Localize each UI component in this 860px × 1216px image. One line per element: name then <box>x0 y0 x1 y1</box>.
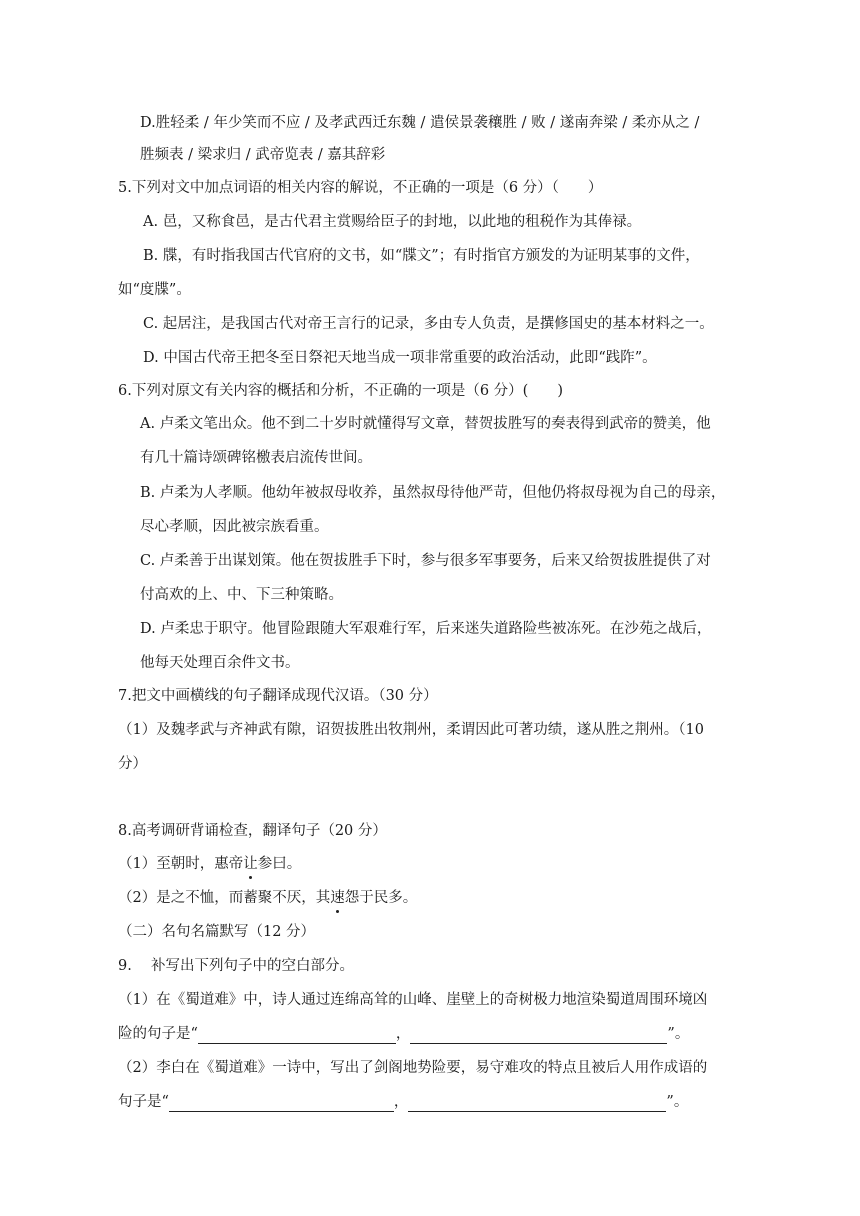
question-8-sentence-1 <box>118 854 301 874</box>
question-9-stem: 9. 补写出下列句子中的空白部分。 <box>118 958 354 974</box>
q8-1-suffix: 参曰。 <box>257 856 302 872</box>
q4-option-d-line2: 胜频表 / 梁求归 / 武帝览表 / 嘉其辞彩 <box>140 147 386 163</box>
question-5-option-c: C. 起居注，是我国古代对帝王言行的记录，多由专人负责，是撰修国史的基本材料之一。 <box>143 316 714 332</box>
question-6-option-b-line2: 尽心孝顺，因此被宗族看重。 <box>140 519 329 535</box>
question-6-option-d-line1: D. 卢柔忠于职守。他冒险跟随大军艰难行军，后来迷失道路险些被冻死。在沙苑之战后， <box>140 621 712 637</box>
q9-1-prefix: 险的句子是“ <box>118 1026 198 1042</box>
emphasis-dot-char: 速 <box>330 890 345 906</box>
q9-2-prefix: 句子是“ <box>118 1094 169 1110</box>
question-8-sentence-2 <box>118 888 417 908</box>
question-8-stem: 8.高考调研背诵检查，翻译句子（20 分） <box>118 823 387 839</box>
emphasis-dot-char: 让 <box>243 856 258 872</box>
section-2-heading: （二）名句名篇默写（12 分） <box>118 924 316 940</box>
question-7-sentence-1: （1）及魏孝武与齐神武有隙，诏贺拔胜出牧荆州，柔谓因此可著功绩，遂从胜之荆州。（10 <box>118 722 704 738</box>
q9-2-end-quote: ”。 <box>666 1094 689 1110</box>
question-6-stem: 6.下列对原文有关内容的概括和分析，不正确的一项是（6 分）( ) <box>118 383 563 399</box>
question-6-option-a-line1: A. 卢柔文笔出众。他不到二十岁时就懂得写文章，替贺拔胜写的奏表得到武帝的赞美，他 <box>140 416 711 432</box>
question-6-option-c-line1: C. 卢柔善于出谋划策。他在贺拔胜手下时，参与很多军事要务，后来又给贺拔胜提供了对 <box>140 553 711 569</box>
answer-blank-3[interactable] <box>169 1095 394 1112</box>
q8-1-prefix: （1）至朝时，惠帝 <box>118 856 244 872</box>
q8-2-suffix: 怨于民多。 <box>344 890 418 906</box>
q9-2-comma: ， <box>393 1094 409 1110</box>
question-9-item-2-line2 <box>118 1092 688 1112</box>
question-5-option-b-line2: 如“度牒”。 <box>118 282 191 298</box>
q9-1-comma: ， <box>395 1026 411 1042</box>
q4-option-d-line1: D.胜轻柔 / 年少笑而不应 / 及孝武西迁东魏 / 遣侯景袭穰胜 / 败 / 遂南奔梁 / 柔亦从之 / <box>140 115 700 131</box>
answer-blank-1[interactable] <box>198 1027 396 1044</box>
question-9-item-2-line1: （2）李白在《蜀道难》一诗中，写出了剑阁地势险要，易守难攻的特点且被后人用作成语的 <box>118 1060 708 1076</box>
question-6-option-d-line2: 他每天处理百余件文书。 <box>140 655 300 671</box>
question-5-option-b-line1: B. 牒，有时指我国古代官府的文书，如“牒文”；有时指官方颁发的为证明某事的文件， <box>143 248 700 264</box>
question-7-sentence-1-cont: 分） <box>118 756 147 772</box>
answer-blank-2[interactable] <box>410 1027 667 1044</box>
question-6-option-b-line1: B. 卢柔为人孝顺。他幼年被叔母收养，虽然叔母待他严苛，但他仍将叔母视为自己的母亲， <box>140 485 726 501</box>
question-9-item-1-line2 <box>118 1024 689 1044</box>
question-6-option-c-line2: 付高欢的上、中、下三种策略。 <box>140 587 343 603</box>
question-9-item-1-line1: （1）在《蜀道难》中，诗人通过连绵高耸的山峰、崖壁上的奇树极力地渲染蜀道周围环境凶 <box>118 992 708 1008</box>
answer-blank-4[interactable] <box>408 1095 666 1112</box>
question-5-stem: 5.下列对文中加点词语的相关内容的解说，不正确的一项是（6 分）（ ） <box>118 180 603 196</box>
question-5-option-d: D. 中国古代帝王把冬至日祭祀天地当成一项非常重要的政治活动，此即“践阼”。 <box>143 350 657 366</box>
question-7-stem: 7.把文中画横线的句子翻译成现代汉语。（30 分） <box>118 688 438 704</box>
question-5-option-a: A. 邑，又称食邑，是古代君主赏赐给臣子的封地，以此地的租税作为其俸禄。 <box>143 214 642 230</box>
q8-2-prefix: （2）是之不恤，而蓄聚不厌，其 <box>118 890 331 906</box>
question-6-option-a-line2: 有几十篇诗颂碑铭檄表启流传世间。 <box>140 450 372 466</box>
q9-1-end-quote: ”。 <box>667 1026 690 1042</box>
